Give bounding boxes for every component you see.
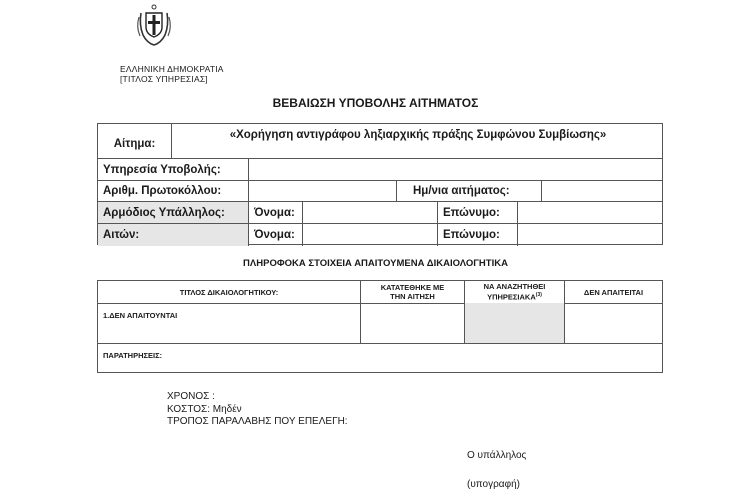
col-header-submitted-line2: ΤΗΝ ΑΙΤΗΣΗ (390, 292, 435, 301)
issuer-service: [ΤΙΤΛΟΣ ΥΠΗΡΕΣΙΑΣ] (120, 74, 208, 84)
service-field[interactable] (248, 159, 664, 180)
officer-row (98, 202, 662, 224)
service-label: Υπηρεσία Υποβολής: (103, 163, 221, 176)
applicant-last-name-field[interactable] (517, 224, 664, 246)
supporting-docs-table (97, 280, 663, 373)
doc-row-1-label: 1.ΔΕΝ ΑΠΑΙΤΟΥΝΤΑΙ (103, 311, 178, 320)
remarks-divider (98, 343, 662, 344)
col-header-title: ΤΙΤΛΟΣ ΔΙΚΑΙΟΛΟΓΗΤΙΚΟΥ: (179, 287, 279, 297)
date-field[interactable] (541, 181, 664, 201)
issuer-block (120, 64, 224, 84)
officer-caption: Ο υπάλληλος (467, 450, 527, 461)
issuer-country: ΕΛΛΗΝΙΚΗ ΔΗΜΟΚΡΑΤΙΑ (120, 64, 224, 74)
col-header-electronic-line1: ΝΑ ΑΝΑΖΗΤΗΘΕΙ (483, 282, 546, 292)
service-row (98, 159, 662, 181)
col-header-electronic-line2: ΥΠΗΡΕΣΙΑΚΑ (487, 292, 536, 302)
officer-last-name-field[interactable] (517, 202, 664, 223)
col-header-electronic-note: (3) (535, 292, 542, 299)
request-form-table (97, 123, 663, 245)
doc-row-1-not-required[interactable] (564, 303, 662, 343)
protocol-row (98, 181, 662, 202)
greek-coat-of-arms-icon (133, 3, 175, 47)
signature-caption: (υπογραφή) (467, 479, 520, 490)
doc-row-1-title (98, 303, 360, 343)
officer-first-name-field[interactable] (302, 202, 437, 223)
protocol-label: Αριθμ. Πρωτοκόλλου: (103, 185, 222, 197)
request-row (98, 124, 662, 159)
officer-label: Αρμόδιος Υπάλληλος: (98, 202, 248, 223)
applicant-row (98, 224, 662, 246)
request-label: Αίτημα: (113, 138, 156, 150)
officer-last-name-label: Επώνυμο: (437, 202, 517, 223)
protocol-field[interactable] (248, 181, 396, 201)
document-title: ΒΕΒΑΙΩΣΗ ΥΠΟΒΟΛΗΣ ΑΙΤΗΜΑΤΟΣ (272, 96, 479, 110)
footer-block (167, 391, 348, 429)
col-header-not-required: ΔΕΝ ΑΠΑΙΤΕΙΤΑΙ (564, 281, 662, 303)
processing-time: ΧΡΟΝΟΣ : (167, 391, 215, 402)
request-value: «Χορήγηση αντιγράφου ληξιαρχικής πράξης Συμφώνου Συμβίωσης» (171, 124, 664, 158)
col-header-submitted-line1: ΚΑΤΑΤΕΘΗΚΕ ΜΕ (380, 283, 445, 292)
col-header-submitted (360, 281, 464, 303)
delivery-method: ΤΡΟΠΟΣ ΠΑΡΑΛΑΒΗΣ ΠΟΥ ΕΠΕΛΕΓΗ: (167, 416, 348, 427)
doc-row-1-submitted[interactable] (360, 303, 464, 343)
supporting-docs-title: ΠΛΗΡΟΦΟΚΑ ΣΤΟΙΧΕΙΑ ΑΠΑΙΤΟΥΜΕΝΑ ΔΙΚΑΙΟΛΟΓΗΤΙΚΑ (243, 258, 508, 269)
remarks-label: ΠΑΡΑΤΗΡΗΣΕΙΣ: (103, 351, 163, 360)
applicant-first-name-field[interactable] (302, 224, 437, 246)
applicant-label: Αιτών: (98, 224, 248, 246)
applicant-first-name-label: Όνομα: (248, 224, 302, 246)
officer-first-name-label: Όνομα: (248, 202, 302, 223)
col-header-electronic (464, 281, 564, 303)
date-label: Ημ/νια αιτήματος: (396, 181, 541, 201)
doc-row-1-electronic[interactable] (464, 303, 564, 343)
cost: ΚΟΣΤΟΣ: Μηδέν (167, 403, 242, 415)
applicant-last-name-label: Επώνυμο: (437, 224, 517, 246)
